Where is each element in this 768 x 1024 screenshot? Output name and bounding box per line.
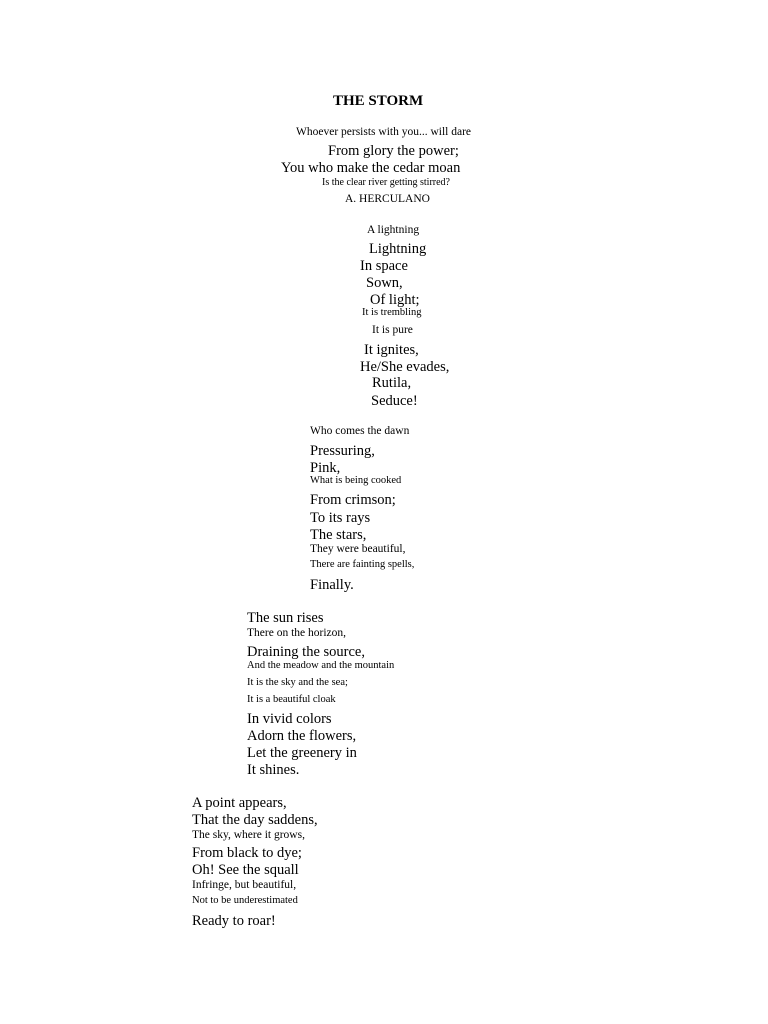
epigraph-line: You who make the cedar moan (281, 160, 461, 176)
epigraph-author: A. HERCULANO (345, 193, 430, 205)
stanza-line: Who comes the dawn (310, 425, 410, 437)
stanza-line: Draining the source, (247, 644, 365, 660)
stanza-line: In space (360, 258, 408, 274)
stanza-line: Pink, (310, 460, 341, 476)
stanza-line: Sown, (366, 275, 403, 291)
stanza-line: There are fainting spells, (310, 559, 415, 570)
stanza-line: He/She evades, (360, 359, 450, 375)
stanza-line: That the day saddens, (192, 812, 318, 828)
stanza-line: Let the greenery in (247, 745, 357, 761)
stanza-line: It is trembling (362, 307, 422, 318)
stanza-line: Rutila, (372, 375, 412, 391)
stanza-line: And the meadow and the mountain (247, 660, 395, 671)
stanza-line: To its rays (310, 510, 371, 526)
stanza-line: What is being cooked (310, 475, 402, 486)
stanza-line: In vivid colors (247, 711, 332, 727)
stanza-line: Oh! See the squall (192, 862, 299, 878)
poem-title: THE STORM (333, 93, 424, 109)
stanza-line: Adorn the flowers, (247, 728, 357, 744)
stanza-line: Pressuring, (310, 443, 375, 459)
epigraph-line: From glory the power; (328, 143, 459, 159)
stanza-line: From crimson; (310, 492, 396, 508)
stanza-line: From black to dye; (192, 845, 302, 861)
stanza-line: There on the horizon, (247, 627, 346, 639)
stanza-line: It ignites, (364, 342, 419, 358)
stanza-line: Infringe, but beautiful, (192, 879, 297, 891)
stanza-line: A point appears, (192, 795, 287, 811)
stanza-line: It is pure (372, 324, 413, 336)
stanza-line: It is the sky and the sea; (247, 677, 348, 688)
stanza-line: Of light; (370, 292, 420, 308)
stanza-line: Finally. (310, 577, 354, 593)
stanza-line: The stars, (310, 527, 367, 543)
stanza-line: Lightning (369, 241, 427, 257)
stanza-line: It shines. (247, 762, 300, 778)
stanza-line: Seduce! (371, 393, 418, 409)
stanza-line: The sky, where it grows, (192, 829, 305, 841)
stanza-line: The sun rises (247, 610, 324, 626)
epigraph-line: Whoever persists with you... will dare (296, 126, 472, 138)
stanza-line: A lightning (367, 224, 420, 236)
stanza-line: They were beautiful, (310, 543, 406, 555)
stanza-line: It is a beautiful cloak (247, 694, 336, 705)
epigraph-line: Is the clear river getting stirred? (322, 177, 450, 188)
stanza-line: Not to be underestimated (192, 895, 298, 906)
stanza-line: Ready to roar! (192, 913, 276, 929)
